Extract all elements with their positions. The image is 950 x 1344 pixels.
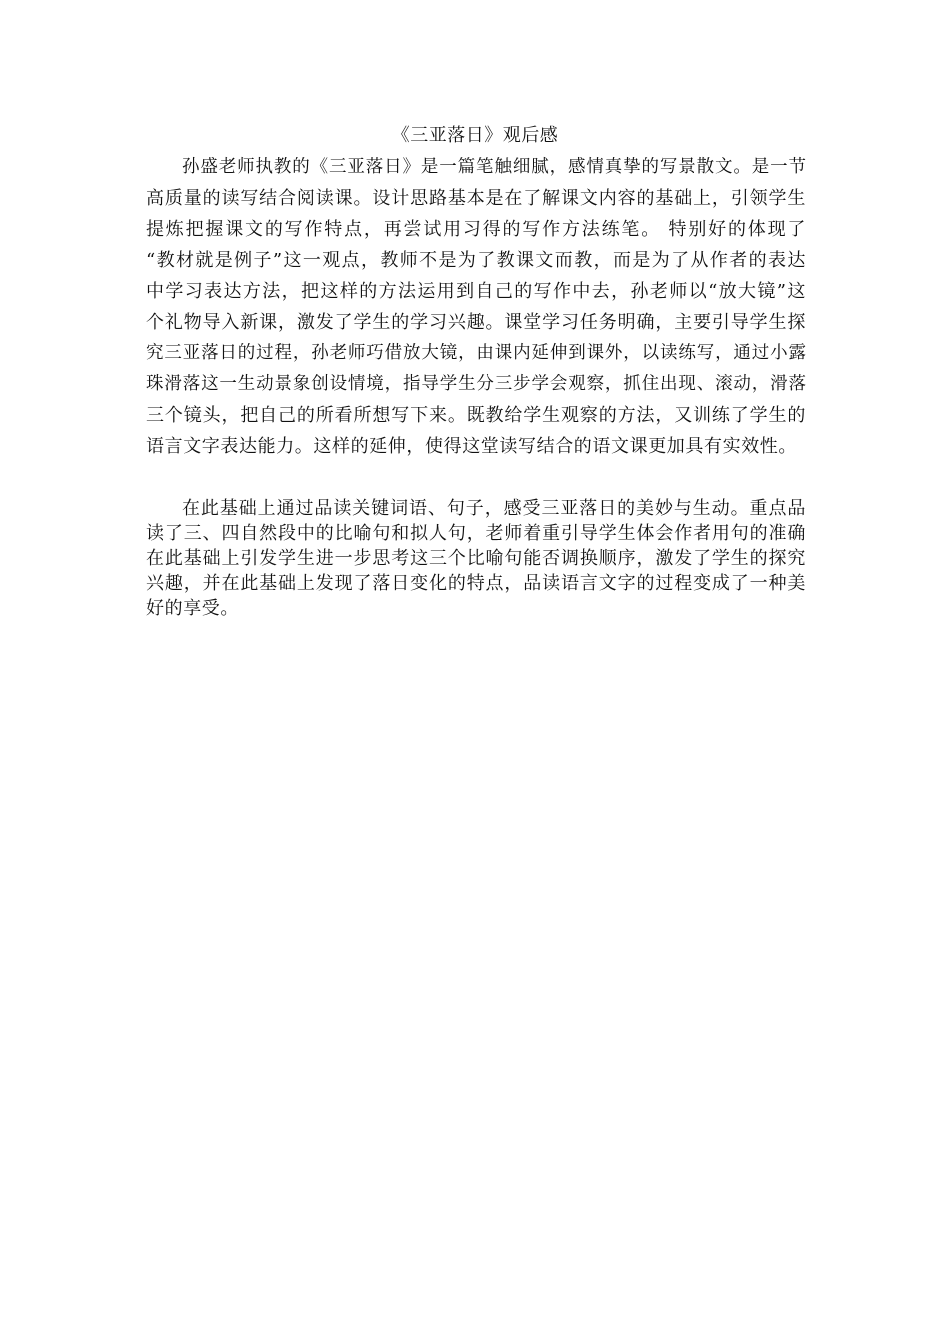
paragraph-1-line: 孙盛老师执教的《三亚落日》是一篇笔触细腻，感情真挚的写景散文。是一节: [182, 157, 806, 177]
document-title: 《三亚落日》观后感: [391, 125, 559, 146]
paragraph-1-line: 三个镜头，把自己的所看所想写下来。既教给学生观察的方法，又训练了学生的: [146, 405, 806, 426]
paragraph-1-line: 高质量的读写结合阅读课。设计思路基本是在了解课文内容的基础上，引领学生: [146, 188, 806, 209]
paragraph-1-line: 究三亚落日的过程，孙老师巧借放大镜，由课内延伸到课外，以读练写，通过小露: [146, 343, 806, 363]
paragraph-2-line: 兴趣，并在此基础上发现了落日变化的特点，品读语言文字的过程变成了一种美: [146, 573, 806, 594]
paragraph-1-line: 中学习表达方法，把这样的方法运用到自己的写作中去，孙老师以“放大镜”这: [146, 281, 806, 302]
paragraph-2-line: 好的享受。: [146, 598, 239, 619]
paragraph-2-line: 在此基础上通过品读关键词语、句子，感受三亚落日的美妙与生动。重点品: [182, 498, 806, 519]
paragraph-1-line: 语言文字表达能力。这样的延伸，使得这堂读写结合的语文课更加具有实效性。: [146, 436, 797, 457]
paragraph-1-line: 珠滑落这一生动景象创设情境，指导学生分三步学会观察，抓住出现、滚动，滑落: [146, 374, 806, 394]
paragraph-1-line: 个礼物导入新课，激发了学生的学习兴趣。课堂学习任务明确，主要引导学生探: [146, 312, 806, 333]
paragraph-1-line: “教材就是例子”这一观点，教师不是为了教课文而教，而是为了从作者的表达: [146, 250, 806, 271]
paragraph-1-line: 提炼把握课文的写作特点，再尝试用习得的写作方法练笔。 特别好的体现了: [146, 219, 806, 240]
paragraph-2-line: 在此基础上引发学生进一步思考这三个比喻句能否调换顺序，激发了学生的探究: [146, 548, 806, 569]
paragraph-2-line: 读了三、四自然段中的比喻句和拟人句，老师着重引导学生体会作者用句的准确: [146, 523, 806, 544]
paragraph-1: [146, 152, 806, 462]
paragraph-2: [146, 496, 806, 621]
